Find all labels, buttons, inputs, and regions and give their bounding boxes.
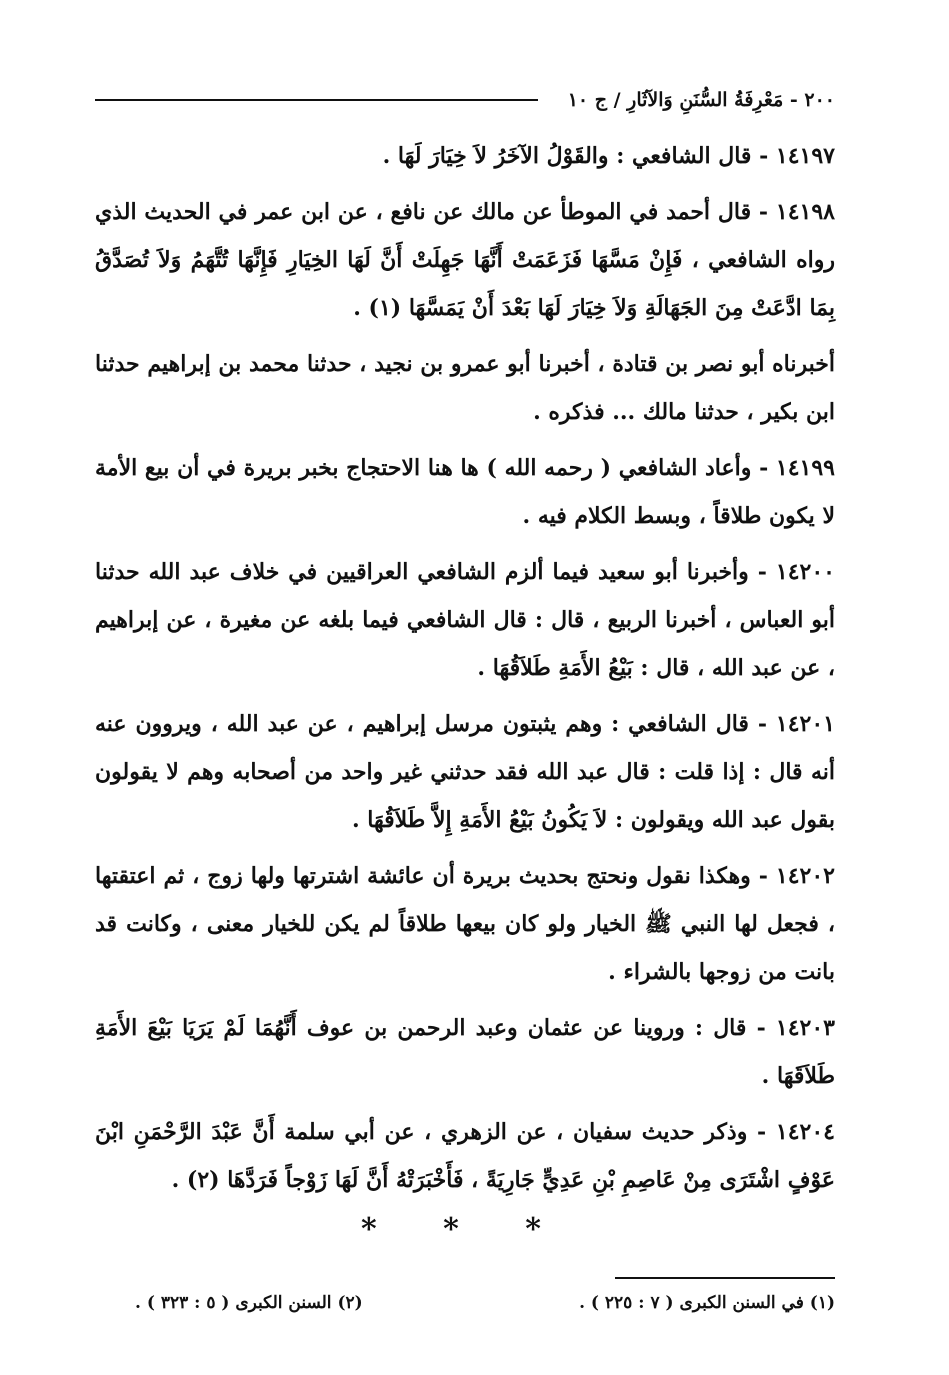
paragraph-text: - قال : وروينا عن عثمان وعبد الرحمن بن عوف أَنَّهُمَا لَمْ يَرَيَا بَيْعَ الأَمَةِ طَلاَقَهَا . bbox=[95, 1015, 835, 1089]
paragraph-isnad bbox=[95, 340, 835, 436]
paragraph-14200 bbox=[95, 548, 835, 692]
paragraph-14204 bbox=[95, 1108, 835, 1204]
paragraph-number: ١٤٢٠٢ bbox=[775, 863, 835, 889]
paragraph-number: ١٤١٩٧ bbox=[775, 143, 835, 169]
paragraph-14197 bbox=[95, 132, 835, 180]
paragraph-14199 bbox=[95, 444, 835, 540]
page-header bbox=[95, 80, 835, 120]
paragraph-text: - وذكر حديث سفيان ، عن الزهري ، عن أبي سلمة أَنَّ عَبْدَ الرَّحْمَنِ ابْنَ عَوْفٍ اشْتَرَى مِنْ عَاصِمِ بْنِ عَدِيٍّ جَارِيَةً ، فَأَخْبَرَتْهُ أَنَّ لَهَا زَوْجاً فَرَدَّهَا (٢) . bbox=[95, 1119, 835, 1193]
paragraph-text: - قال الشافعي : وهم يثبتون مرسل إبراهيم ، عن عبد الله ، ويروون عنه أنه قال : إذا قلت : قال عبد الله فقد حدثني غير واحد من أصحابه وهم لا يقولون بقول عبد الله ويقولون : لاَ يَكُونُ بَيْعُ الأَمَةِ إِلاَّ طَلاَقُهَا . bbox=[95, 711, 835, 833]
paragraph-number: ١٤١٩٩ bbox=[775, 455, 835, 481]
paragraph-text: - قال الشافعي : والقَوْلُ الآخَرُ لاَ خِيَارَ لَهَا . bbox=[382, 143, 776, 169]
header-rule bbox=[95, 99, 538, 101]
paragraph-number: ١٤٢٠٤ bbox=[775, 1119, 835, 1145]
paragraph-text: - وهكذا نقول ونحتج بحديث بريرة أن عائشة اشترتها ولها زوج ، ثم اعتقتها ، فجعل لها النبي ﷺ الخيار ولو كان بيعها طلاقاً لم يكن للخيار معنى ، وكانت قد بانت من زوجها بالشراء . bbox=[95, 863, 835, 985]
footnote-1: (١) في السنن الكبرى ( ٧ : ٢٢٥ ) . bbox=[579, 1293, 835, 1313]
footnotes bbox=[95, 1293, 835, 1313]
running-header-title: ٢٠٠ - مَعْرِفَةُ السُّنَنِ وَالآثَارِ / ج ١٠ bbox=[567, 89, 835, 111]
footnote-rule bbox=[615, 1277, 835, 1279]
paragraph-14198 bbox=[95, 188, 835, 332]
paragraph-number: ١٤٢٠٣ bbox=[775, 1015, 835, 1041]
paragraph-text: أخبرناه أبو نصر بن قتادة ، أخبرنا أبو عمرو بن نجيد ، حدثنا محمد بن إبراهيم حدثنا ابن بكير ، حدثنا مالك ... فذكره . bbox=[95, 351, 835, 425]
paragraph-14201 bbox=[95, 700, 835, 844]
paragraph-14203 bbox=[95, 1004, 835, 1100]
paragraph-number: ١٤٢٠١ bbox=[775, 711, 835, 737]
paragraph-number: ١٤٢٠٠ bbox=[775, 559, 835, 585]
paragraph-text: - وأعاد الشافعي ( رحمه الله ) ها هنا الاحتجاج بخبر بريرة في أن بيع الأمة لا يكون طلاقاً ، وبسط الكلام فيه . bbox=[95, 455, 835, 529]
paragraph-14202 bbox=[95, 852, 835, 996]
paragraph-text: - وأخبرنا أبو سعيد فيما ألزم الشافعي العراقيين في خلاف عبد الله حدثنا أبو العباس ، أخبرنا الربيع ، قال : قال الشافعي فيما بلغه عن مغيرة ، عن إبراهيم ، عن عبد الله ، قال : بَيْعُ الأَمَةِ طَلاَقُهَا . bbox=[95, 559, 835, 681]
section-separator-stars: * * * bbox=[361, 1212, 569, 1247]
document-page bbox=[95, 80, 835, 1313]
footnote-2: (٢) السنن الكبرى ( ٥ : ٣٢٣ ) . bbox=[135, 1293, 363, 1313]
paragraph-number: ١٤١٩٨ bbox=[775, 199, 835, 225]
paragraph-text: - قال أحمد في الموطأ عن مالك عن نافع ، عن ابن عمر في الحديث الذي رواه الشافعي ، فَإِنْ مَسَّهَا فَزَعَمَتْ أَنَّهَا جَهِلَتْ أَنَّ لَهَا الخِيَارِ فَإِنَّهَا تُتَّهَمُ وَلاَ تُصَدَّقُ بِمَا ادَّعَتْ مِنَ الجَهَالَةِ وَلاَ خِيَارَ لَهَا بَعْدَ أَنْ يَمَسَّهَا (١) . bbox=[95, 199, 835, 321]
